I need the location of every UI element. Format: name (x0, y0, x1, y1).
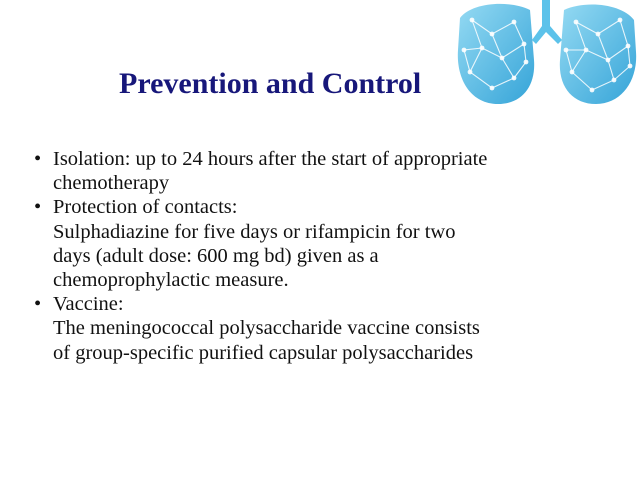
bullet-text-line: The meningococcal polysaccharide vaccine consists (53, 317, 480, 340)
bullet-text-line: Sulphadiazine for five days or rifampicin for two (53, 220, 456, 243)
bullet-item-vaccine (34, 292, 634, 365)
bullet-text-line: Protection of contacts: (53, 196, 238, 219)
bullet-dot: • (34, 196, 42, 219)
bullet-dot: • (34, 148, 42, 170)
bullet-text-line: chemoprophylactic measure. (53, 269, 289, 292)
bullet-text-line: days (adult dose: 600 mg bd) given as a (53, 244, 379, 267)
bullet-text-line: Isolation: up to 24 hours after the start of appropriate (53, 148, 488, 170)
slide-title: Prevention and Control (119, 67, 422, 100)
bullet-text-line: of group-specific purified capsular polysaccharides (53, 341, 474, 364)
bullet-text-line: Vaccine: (53, 293, 124, 316)
bullet-item-protection-of-contacts (34, 195, 634, 292)
bullet-text-line: chemotherapy (53, 172, 170, 195)
bullet-list (34, 147, 634, 365)
bullet-dot: • (34, 293, 42, 316)
bullet-item-isolation (34, 147, 634, 195)
lungs-network-icon (452, 0, 638, 110)
